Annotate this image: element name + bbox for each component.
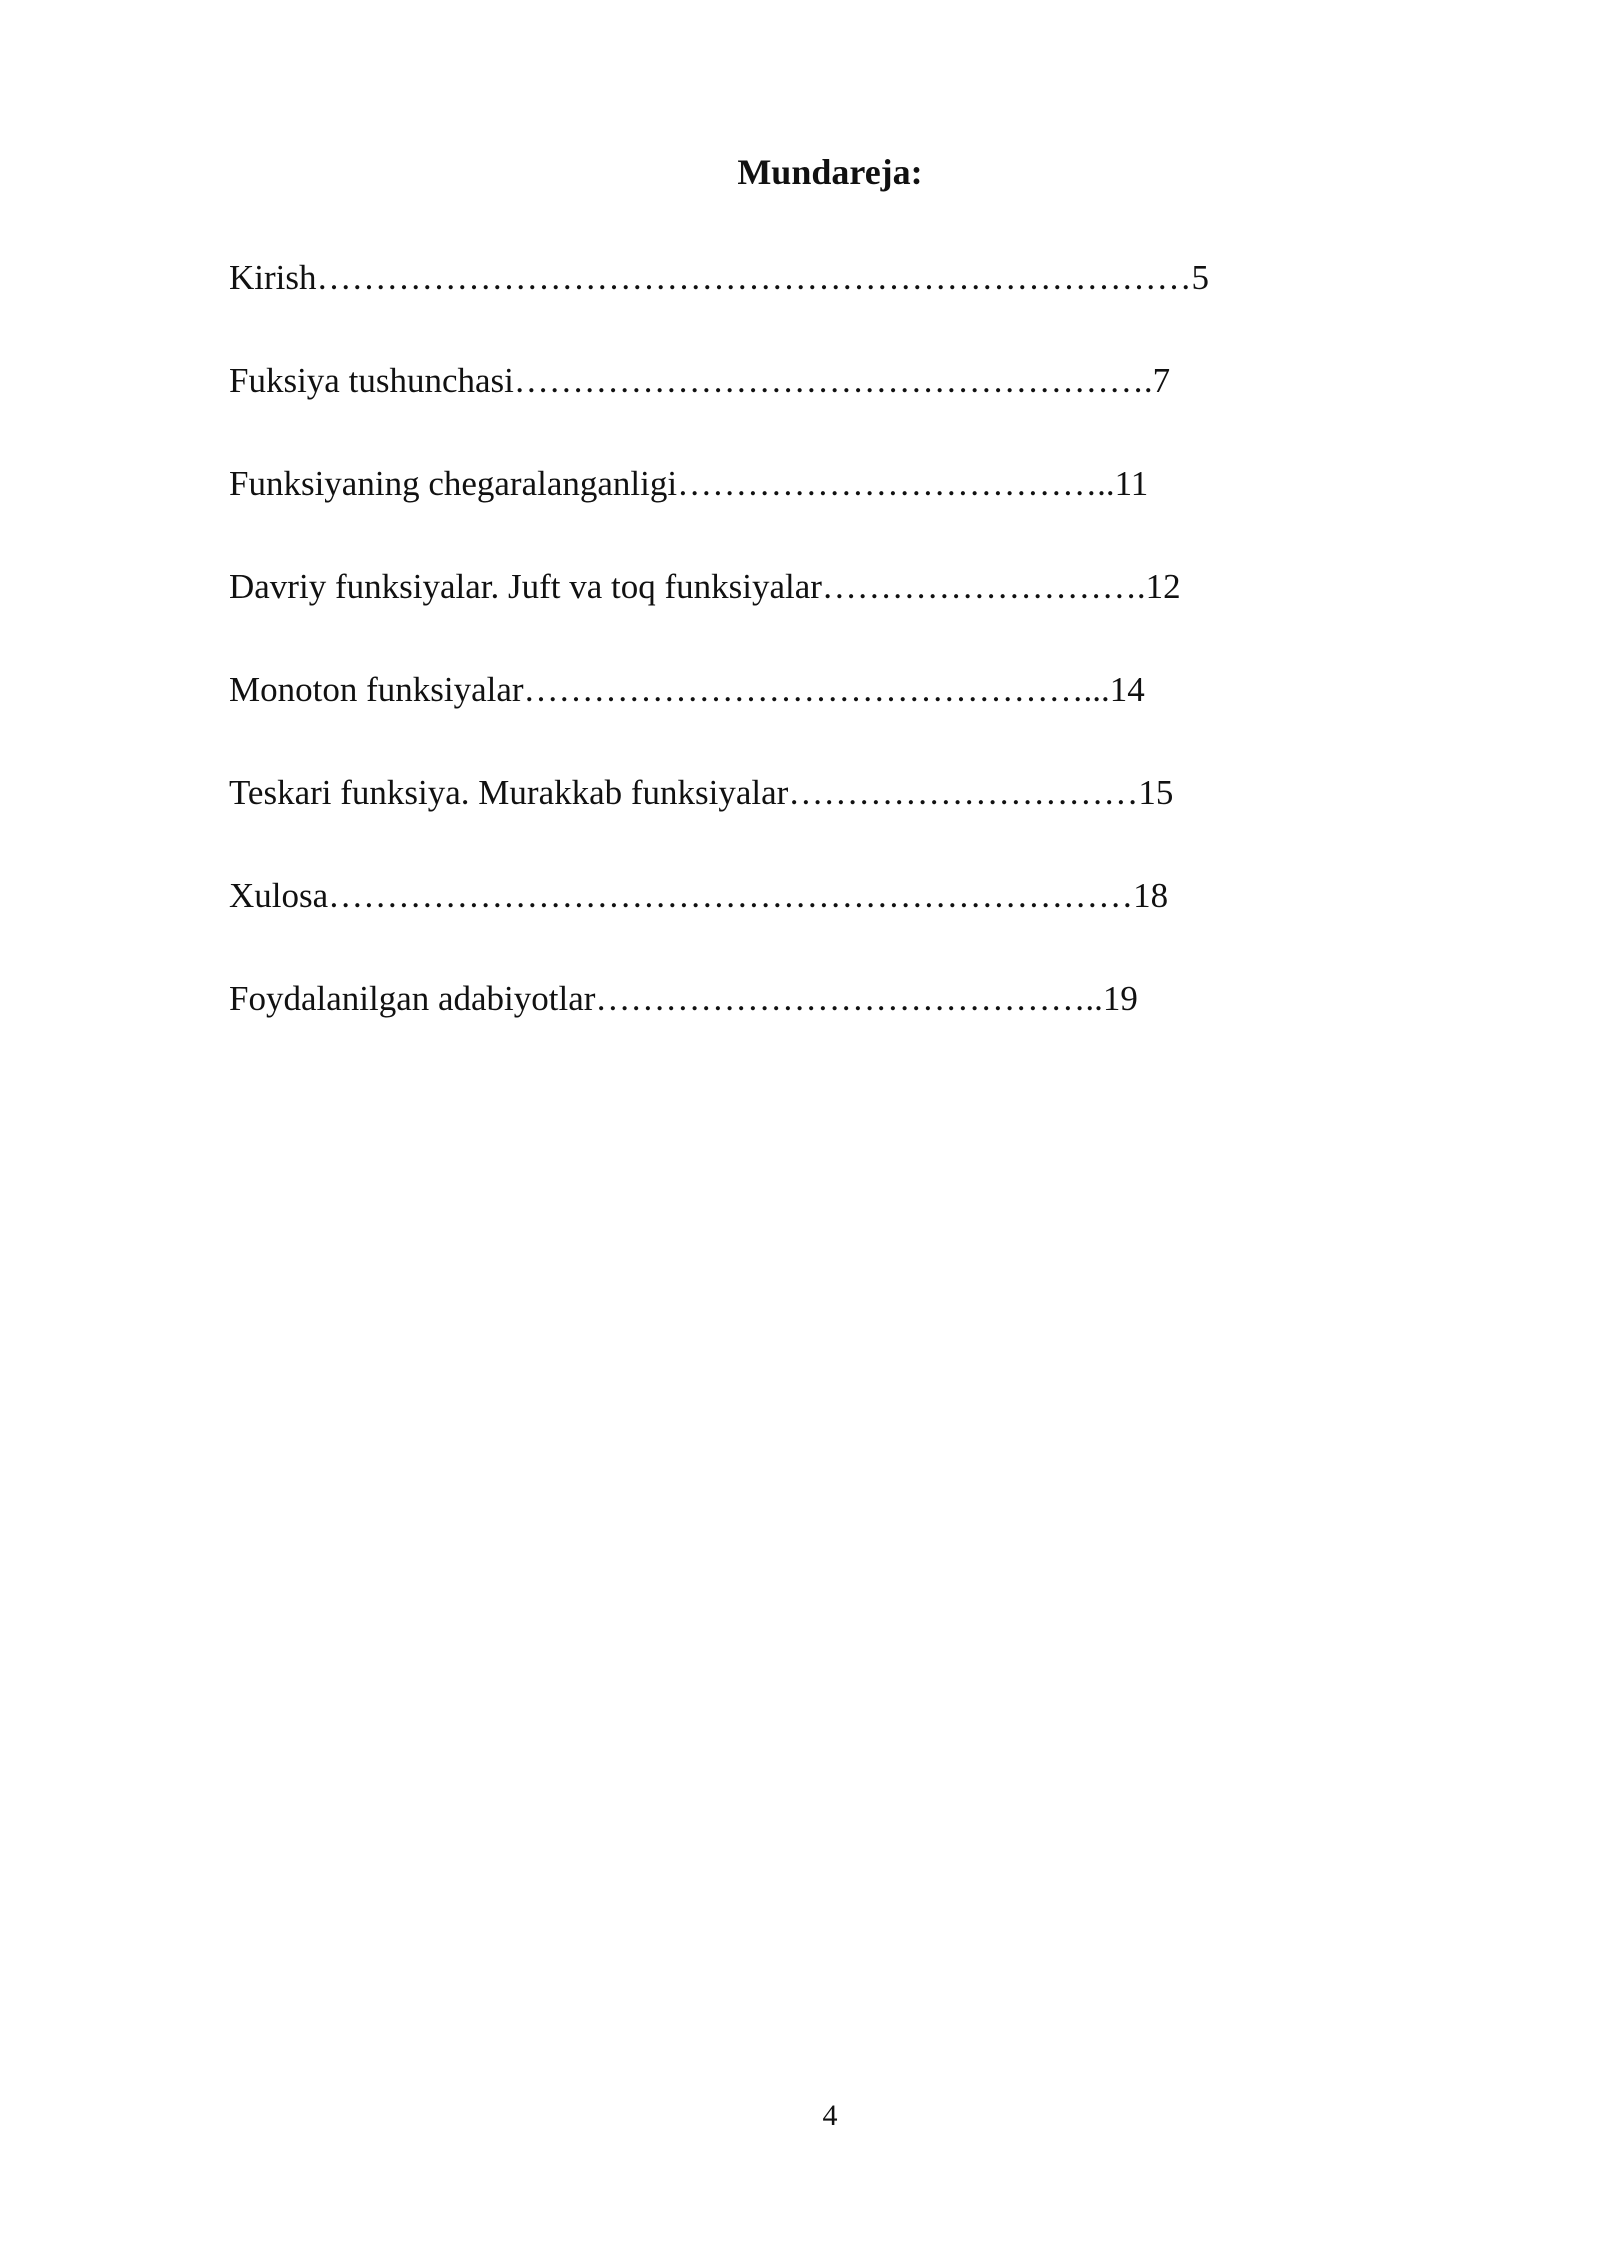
toc-entry-teskari-funksiya: Teskari funksiya. Murakkab funksiyalar…………………………15 bbox=[229, 773, 1174, 812]
toc-entry-davriy-funksiyalar: Davriy funksiyalar. Juft va toq funksiyalar……………………….12 bbox=[229, 567, 1181, 606]
toc-entry-xulosa: Xulosa……………………………………………………………18 bbox=[229, 876, 1169, 915]
page-number: 4 bbox=[822, 2099, 838, 2132]
toc-entry-foydalanilgan-adabiyotlar: Foydalanilgan adabiyotlar……………………………………..19 bbox=[229, 979, 1138, 1018]
page-title: Mundareja: bbox=[737, 152, 923, 192]
toc-entry-fuksiya-tushunchasi: Fuksiya tushunchasi……………………………………………….7 bbox=[229, 361, 1171, 400]
toc-entry-chegaralanganligi: Funksiyaning chegaralanganligi………………………………..11 bbox=[229, 464, 1149, 503]
toc-entry-kirish: Kirish…………………………………………………………………5 bbox=[229, 258, 1209, 297]
toc-entry-monoton-funksiyalar: Monoton funksiyalar…………………………………………...14 bbox=[229, 670, 1145, 709]
